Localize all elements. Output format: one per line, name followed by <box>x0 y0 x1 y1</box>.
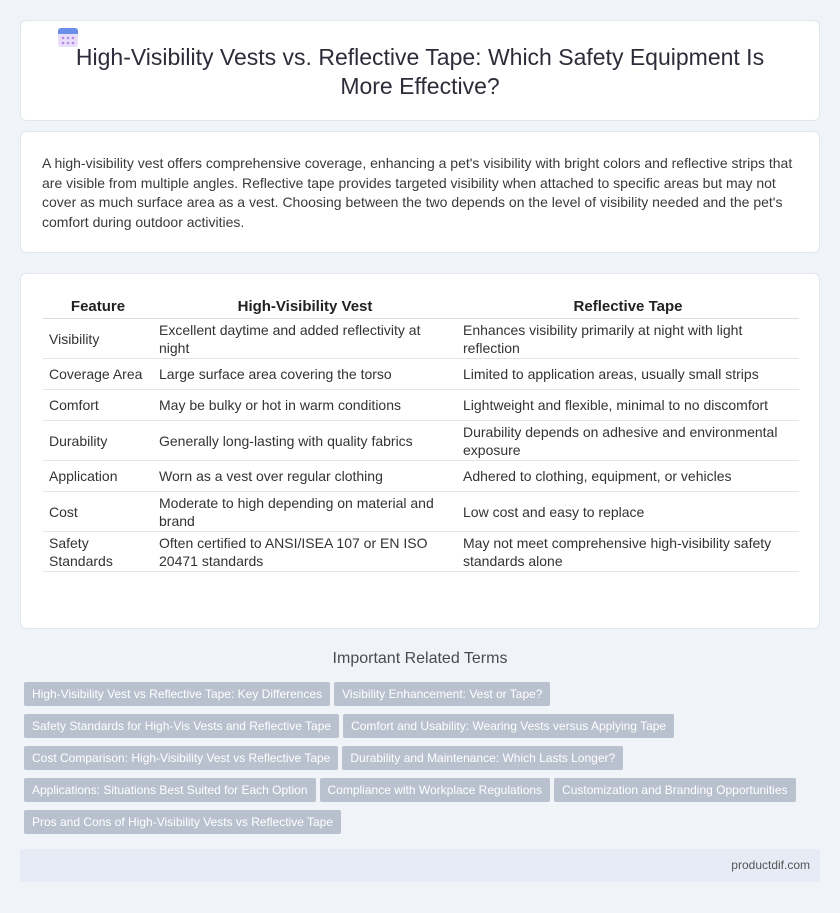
related-term-tag[interactable]: Compliance with Workplace Regulations <box>320 778 551 802</box>
table-cell: Moderate to high depending on material and brand <box>153 492 457 532</box>
related-term-tag[interactable]: Comfort and Usability: Wearing Vests versus Applying Tape <box>343 714 674 738</box>
table-cell: Coverage Area <box>43 359 153 390</box>
related-term-tag[interactable]: Pros and Cons of High-Visibility Vests vs Reflective Tape <box>24 810 341 834</box>
comparison-table <box>43 294 799 572</box>
table-cell: Cost <box>43 492 153 532</box>
table-row <box>43 421 799 461</box>
table-cell: Visibility <box>43 319 153 359</box>
table-cell: Comfort <box>43 390 153 421</box>
table-cell: Worn as a vest over regular clothing <box>153 461 457 492</box>
related-terms-list <box>24 682 824 842</box>
page-title: High-Visibility Vests vs. Reflective Tape: Which Safety Equipment Is More Effective? <box>75 44 765 99</box>
table-row <box>43 532 799 572</box>
table-row <box>43 390 799 421</box>
related-term-tag[interactable]: Cost Comparison: High-Visibility Vest vs Reflective Tape <box>24 746 338 770</box>
column-header-vest: High-Visibility Vest <box>153 294 457 319</box>
table-cell: May not meet comprehensive high-visibility safety standards alone <box>457 532 799 572</box>
table-row <box>43 359 799 390</box>
related-terms-heading: Important Related Terms <box>332 650 508 667</box>
comparison-card <box>20 273 820 629</box>
table-cell: Generally long-lasting with quality fabrics <box>153 421 457 461</box>
footer-site-link[interactable]: productdif.com <box>731 858 810 872</box>
table-cell: Durability depends on adhesive and environmental exposure <box>457 421 799 461</box>
footer <box>20 849 820 882</box>
related-term-tag[interactable]: High-Visibility Vest vs Reflective Tape: Key Differences <box>24 682 330 706</box>
table-cell: Low cost and easy to replace <box>457 492 799 532</box>
table-cell: Adhered to clothing, equipment, or vehicles <box>457 461 799 492</box>
table-row <box>43 492 799 532</box>
table-cell: Durability <box>43 421 153 461</box>
table-cell: Large surface area covering the torso <box>153 359 457 390</box>
related-term-tag[interactable]: Safety Standards for High-Vis Vests and Reflective Tape <box>24 714 339 738</box>
related-term-tag[interactable]: Customization and Branding Opportunities <box>554 778 795 802</box>
table-cell: May be bulky or hot in warm conditions <box>153 390 457 421</box>
intro-card <box>20 131 820 253</box>
related-term-tag[interactable]: Visibility Enhancement: Vest or Tape? <box>334 682 550 706</box>
table-cell: Safety Standards <box>43 532 153 572</box>
related-term-tag[interactable]: Applications: Situations Best Suited for Each Option <box>24 778 316 802</box>
header-card <box>20 20 820 121</box>
column-header-feature: Feature <box>43 294 153 319</box>
related-term-tag[interactable]: Durability and Maintenance: Which Lasts Longer? <box>342 746 623 770</box>
table-row <box>43 319 799 359</box>
table-header-row <box>43 294 799 319</box>
table-cell: Enhances visibility primarily at night with light reflection <box>457 319 799 359</box>
column-header-tape: Reflective Tape <box>457 294 799 319</box>
table-cell: Limited to application areas, usually small strips <box>457 359 799 390</box>
table-cell: Lightweight and flexible, minimal to no discomfort <box>457 390 799 421</box>
table-cell: Often certified to ANSI/ISEA 107 or EN ISO 20471 standards <box>153 532 457 572</box>
intro-paragraph: A high-visibility vest offers comprehensive coverage, enhancing a pet's visibility with bright colors and reflective strips that are visible from multiple angles. Reflective tape provides targeted visibility when attached to specific areas but may not cover as much surface area as a vest. Choosing between the two depends on the level of visibility needed and the pet's comfort during outdoor activities. <box>42 155 793 230</box>
table-row <box>43 461 799 492</box>
table-cell: Excellent daytime and added reflectivity at night <box>153 319 457 359</box>
table-cell: Application <box>43 461 153 492</box>
